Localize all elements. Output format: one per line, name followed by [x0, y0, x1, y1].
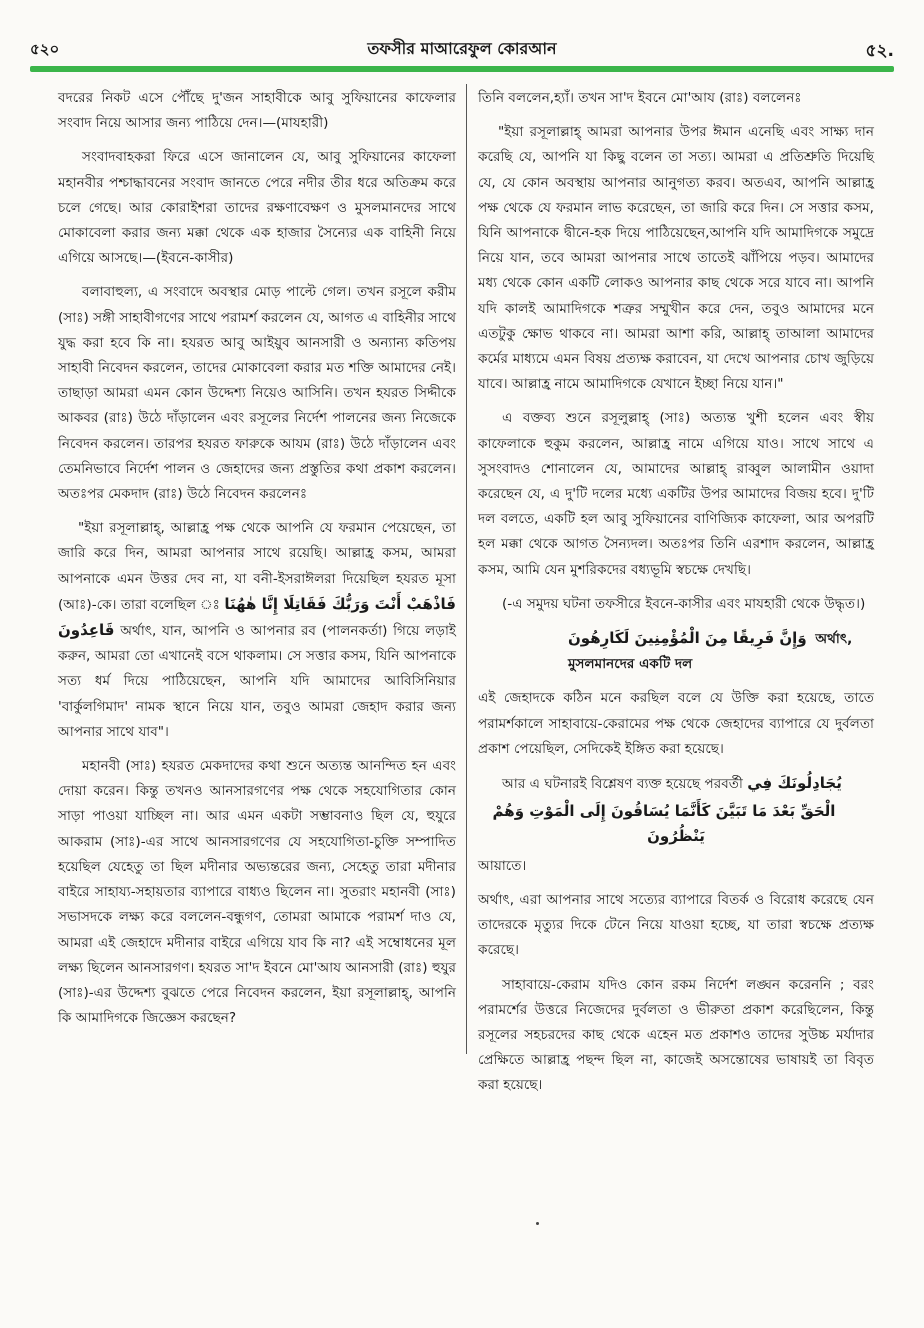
paragraph: (-এ সমুদয় ঘটনা তফসীরে ইবনে-কাসীর এবং মাযহারী থেকে উদ্ধৃত।)	[502, 595, 866, 612]
paragraph: অর্থাৎ, এরা আপনার সাথে সত্যের ব্যাপারে বিতর্ক ও বিরোধ করেছে যেন তাদেরকে মৃত্যুর দিকে টেনে নিয়ে যাওয়া হচ্ছে, যা তারা স্বচক্ষে প্রত্যক্ষ করেছে।	[478, 891, 874, 959]
page-number-right: ৫২.	[865, 41, 894, 61]
book-title: তফসীর মাআরেফুল কোরআন	[367, 39, 557, 58]
paragraph-text: আয়াতে।	[478, 857, 527, 874]
paragraph: তিনি বললেন,হ্যাঁ। তখন সা'দ ইবনে মো'আয (রাঃ) বললেনঃ	[478, 90, 802, 106]
header-rule	[30, 66, 894, 72]
running-header	[30, 34, 894, 66]
right-column	[478, 86, 874, 1108]
paragraph: সংবাদবাহকরা ফিরে এসে জানালেন যে, আবু সুফিয়ানের কাফেলা মহানবীর পশ্চাদ্ধাবনের সংবাদ জানতে পেরে নদীর তীর ধরে অতিক্রম করে চলে গেছে। আর কোরাইশরা তাদের রক্ষণাবেক্ষণ ও মুসলমানদের সাথে মোকাবেলা করার জন্য মক্কা থেকে এক হাজার সৈন্যের এক বাহিনী নিয়ে এগিয়ে আসছে।—(ইবনে-কাসীর)	[58, 149, 456, 267]
paragraph-text: আর এ ঘটনারই বিশ্লেষণ ব্যক্ত হয়েছে পরবর্তী	[502, 776, 743, 793]
paragraph: এ বক্তব্য শুনে রসূলুল্লাহ্ (সাঃ) অত্যন্ত খুশী হলেন এবং স্বীয় কাফেলাকে হুকুম করলেন, আল্লাহ্র নামে এগিয়ে যাও। সাথে সাথে এ সুসংবাদও শোনালেন যে, আমাদের আল্লাহ্ রাব্বুল আলামীন ওয়াদা করেছেন যে, এ দু'টি দলের মধ্যে একটির উপর আমাদের বিজয় হবে। দু'টি দল বলতে, একটি হল আবু সুফিয়ানের বাণিজ্যিক কাফেলা, আর অপরটি হল মক্কা থেকে আগত সৈন্যদল। অতঃপর তিনি এরশাদ করলেন, আল্লাহ্র কসম, আমি যেন মুশরিকদের বধ্যভূমি স্বচক্ষে দেখছি।	[478, 410, 874, 578]
quote-text: অর্থাৎ, যান, আপনি ও আপনার রব (পালনকর্তা) গিয়ে লড়াই করুন, আমরা তো এখানেই বসে থাকলাম। সে সত্তার কসম, যিনি আপনাকে সত্য ধর্ম দিয়ে পাঠিয়েছেন, আপনি যদি আমাদের আবিসিনিয়ার 'বার্কুলগিমাদ' নামক স্থানে নিয়ে যান, তবুও আমরা জেহাদ করার জন্য আপনার সাথে যাব"।	[58, 623, 457, 740]
quote-paragraph: "ইয়া রসূলাল্লাহ্ আমরা আপনার উপর ঈমান এনেছি এবং সাক্ষ্য দান করেছি যে, আপনি যা কিছু বলেন তা সত্য। আমরা এ প্রতিশ্রুতি দিয়েছি যে, যে কোন অবস্থায় আপনার আনুগত্য করব। অতএব, আপনি আল্লাহ্র পক্ষ থেকে যে ফরমান লাভ করেছেন, তা জারি করে দিন। সে সত্তার কসম, যিনি আপনাকে দ্বীনে-হক দিয়ে পাঠিয়েছেন,আপনি যদি আমাদিগকে সমুদ্রে নিয়ে যান, তবে আমরা আপনার সাথে তাতেই ঝাঁপিয়ে পড়ব। আমাদের মধ্য থেকে কোন একটি লোকও আপনার কাছ থেকে সরে যাবে না। আপনি যদি কালই আমাদিগকে শত্রুর সম্মুখীন করে দেন, তবুও আমাদের মনে এতটুকু ক্ষোভ থাকবে না। আমরা আশা করি, আল্লাহ্ তাআলা আমাদের কর্মের মাধ্যমে এমন বিষয় প্রত্যক্ষ করাবেন, যা দেখে আপনার চোখ জুড়িয়ে যাবে। আল্লাহ্র নামে আমাদিগকে যেখানে ইচ্ছা নিয়ে যান।"	[478, 124, 874, 393]
quote-paragraph	[58, 516, 456, 745]
column-divider	[466, 84, 467, 1054]
paragraph: সাহাবায়ে-কেরাম যদিও কোন রকম নির্দেশ লঙ্ঘন করেননি ; বরং পরামর্শের উত্তরে নিজেদের দুর্বলতা ও ভীরুতা প্রকাশ করেছিলেন, কিন্তু রসূলের সহচরদের কাছ থেকে এহেন মত প্রকাশও তাদের সুউচ্চ মর্যাদার প্রেক্ষিতে আল্লাহ্র পছন্দ ছিল না, কাজেই অসন্তোষের ভাষায়ই তা বিবৃত করা হয়েছে।	[478, 976, 874, 1094]
verse-line	[478, 626, 874, 677]
quote-text: "ইয়া রসূলাল্লাহ্, আল্লাহ্র পক্ষ থেকে আপনি যে ফরমান পেয়েছেন, তা জারি করে দিন, আমরা আপনার সাথে রয়েছি। আল্লাহ্র কসম, আমরা আপনাকে এমন উত্তর দেব না, যা বনী-ইসরাঈলরা দিয়েছিল হযরত মূসা (আঃ)-কে। তারা বলেছিল ঃ	[58, 520, 456, 613]
arabic-verse: فَاذْهَبْ أَنْتَ وَرَبُّكَ فَقَاتِلَا إِنَّا هٰهُنَا قَاعِدُونَ	[58, 594, 456, 640]
paragraph: এই জেহাদকে কঠিন মনে করছিল বলে যে উক্তি করা হয়েছে, তাতে পরামর্শকালে সাহাবায়ে-কেরামের পক্ষ থেকে জেহাদের ব্যাপারে যে দুর্বলতা প্রকাশ পেয়েছিল, সেদিকেই ইঙ্গিত করা হয়েছে।	[478, 690, 874, 757]
verse-meaning: অর্থাৎ, মুসলমানদের একটি দল	[568, 631, 853, 673]
page-number-left: ৫২০	[30, 40, 60, 58]
arabic-verse: وَإِنَّ فَرِيقًا مِنَ الْمُؤْمِنِينَ لَكَارِهُونَ	[568, 629, 807, 648]
verse-reference-paragraph	[478, 771, 874, 879]
arabic-verse: الْحَقِّ بَعْدَ مَا تَبَيَّنَ كَأَنَّمَا يُسَاقُونَ إِلَى الْمَوْتِ وَهُمْ يَنْظُرُونَ	[492, 802, 836, 846]
paragraph: বলাবাহুল্য, এ সংবাদে অবস্থার মোড় পাল্টে গেল। তখন রসূলে করীম (সাঃ) সঙ্গী সাহাবীগণের সাথে পরামর্শ করলেন যে, আগত এ বাহিনীর সাথে যুদ্ধ করা হবে কি না। হযরত আবু আইয়ুব আনসারী ও অন্যান্য কতিপয় সাহাবী নিবেদন করলেন, তাদের মোকাবেলা করার মত শক্তি আমাদের নেই। তাছাড়া আমরা এমন কোন উদ্দেশ্য নিয়েও আসিনি। তখন হযরত সিদ্দীকে আকবর (রাঃ) উঠে দাঁড়ালেন এবং রসূলের নির্দেশ পালনের জন্য নিজেকে নিবেদন করলেন। তারপর হযরত ফারুকে আযম (রাঃ) উঠে দাঁড়ালেন এবং তেমনিভাবে নির্দেশ পালন ও জেহাদের জন্য প্রস্তুতির কথা প্রকাশ করলেন। অতঃপর মেকদাদ (রাঃ) উঠে নিবেদন করলেনঃ	[58, 284, 456, 503]
paragraph: মহানবী (সাঃ) হযরত মেকদাদের কথা শুনে অত্যন্ত আনন্দিত হন এবং দোয়া করেন। কিন্তু তখনও আনসারগণের পক্ষ থেকে সহযোগিতার কোন সাড়া পাওয়া যাচ্ছিল না। আর এমন একটা সম্ভাবনাও ছিল যে, হুযুরে আকরাম (সাঃ)-এর সাথে আনসারগণের যে সহযোগিতা-চুক্তি সম্পাদিত হয়েছিল যেহেতু তা ছিল মদীনার অভ্যন্তরের জন্য, সেহেতু তারা মদীনার বাইরে সাহায্য-সহায়তার ব্যাপারে বাধ্যও ছিলেন না। সুতরাং মহানবী (সাঃ) সভাসদকে লক্ষ্য করে বললেন-বন্ধুগণ, তোমরা আমাকে পরামর্শ দাও যে, আমরা এই জেহাদে মদীনার বাইরে এগিয়ে যাব কি না? এই সম্বোধনের মূল লক্ষ্য ছিলেন আনসারগণ। হযরত সা'দ ইবনে মো'আয আনসারী (রাঃ) হুযুর (সাঃ)-এর উদ্দেশ্য বুঝতে পেরে নিবেদন করলেন, ইয়া রসূলাল্লাহ্, আপনি কি আমাদিগকে জিজ্ঞেস করছেন?	[58, 758, 456, 1027]
left-column	[58, 86, 456, 1040]
paragraph: বদরের নিকট এসে পৌঁছে দু'জন সাহাবীকে আবু সুফিয়ানের কাফেলার সংবাদ নিয়ে আসার জন্য পাঠিয়ে দেন।—(মাযহারী)	[58, 90, 456, 132]
arabic-verse: يُجَادِلُونَكَ فِي	[747, 774, 842, 793]
ink-mark	[536, 1222, 539, 1225]
